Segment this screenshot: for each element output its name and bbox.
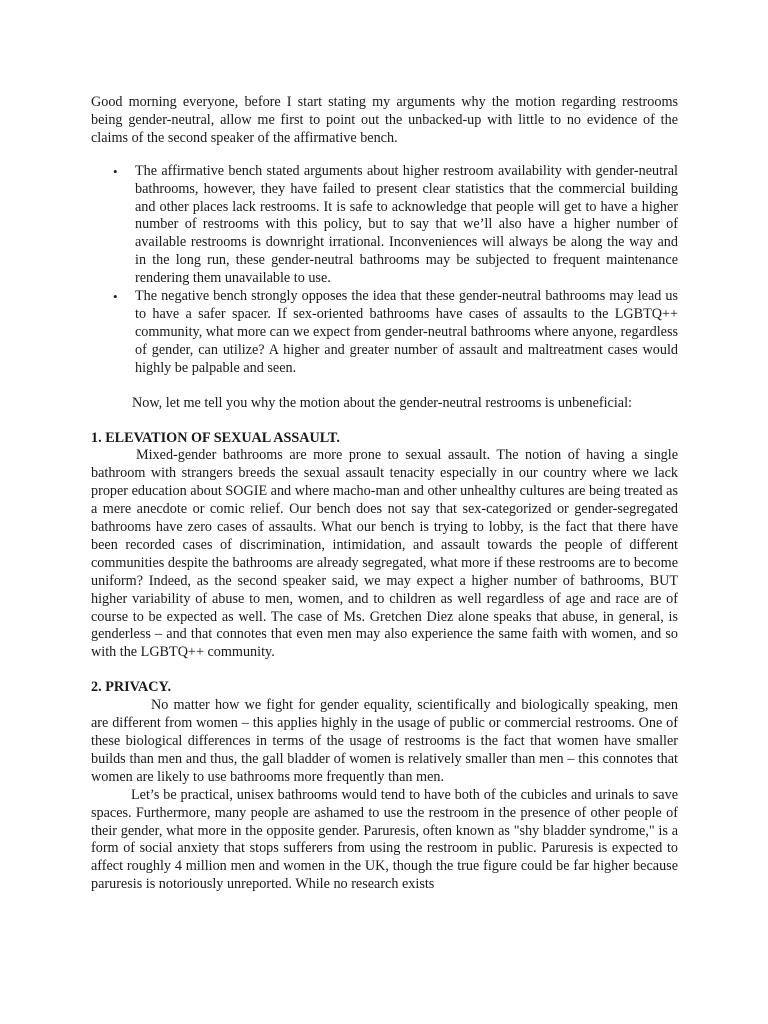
bullet-text: The affirmative bench stated arguments about higher restroom availability with gender-neutral bathrooms, however, they have failed to present clear statistics that the commercial building and other places lack restrooms. It is safe to acknowledge that people will get to have a higher number of restrooms with this policy, but to say that we’ll also have a higher number of available restrooms is downright irrational. Inconveniences will always be along the way and in the long run, these gender-neutral bathrooms may be subjected to frequent maintenance rendering them unavailable to use. [135,162,678,287]
section-heading-sexual-assault: 1. ELEVATION OF SEXUAL ASSAULT. [91,429,340,446]
section-heading-privacy: 2. PRIVACY. [91,679,172,696]
bullet-dot-icon: • [113,163,118,179]
bullet-item-affirmative [113,162,678,288]
intro-paragraph: Good morning everyone, before I start stating my arguments why the motion regarding restrooms being gender-neutral, allow me first to point out the unbacked-up with little to no evidence of the claims of the second speaker of the affirmative bench. [91,94,678,146]
document-page [91,94,678,894]
bullet-item-negative [113,288,678,378]
bullet-dot-icon: • [113,289,118,305]
privacy-paragraph-1: No matter how we fight for gender equality, scientifically and biologically speaking, men are different from women – this applies highly in the usage of public or commercial restrooms. One of these biological differences in terms of the usage of restrooms is the fact that women have smaller builds than men and thus, the gall bladder of women is relatively smaller than men – this connotes that women are likely to use bathrooms more frequently than men. [91,697,678,785]
argument-bullet-list [91,163,678,378]
bullet-text: The negative bench strongly opposes the idea that these gender-neutral bathrooms may lead us to have a safer spacer. If sex-oriented bathrooms have cases of assaults to the LGBTQ++ community, what more can we expect from gender-neutral bathrooms where anyone, regardless of gender, can utilize? A higher and greater number of assault and maltreatment cases would highly be palpable and seen. [135,288,678,376]
privacy-paragraph-2: Let’s be practical, unisex bathrooms would tend to have both of the cubicles and urinals to save spaces. Furthermore, many people are ashamed to use the restroom in the presence of other people of their gender, what more in the opposite gender. Paruresis, often known as "shy bladder syndrome," is a form of social anxiety that stops sufferers from using the restroom in public. Paruresis is expected to affect roughly 4 million men and women in the UK, though the true figure could be far higher because paruresis is notoriously unreported. While no research exists [91,786,678,893]
section-body-sexual-assault: Mixed-gender bathrooms are more prone to sexual assault. The notion of having a single bathroom with strangers breeds the sexual assault tenacity especially in our country where we lack proper education about SOGIE and where macho-man and other unhealthy cultures are being treated as a mere anecdote or comic relief. Our bench does not say that sex-categorized or gender-segregated bathrooms have zero cases of assaults. What our bench is trying to lobby, is the fact that there have been recorded cases of discrimination, intimidation, and assault towards the people of different communities despite the bathrooms are already segregated, what more if these restrooms are to become uniform? Indeed, as the second speaker said, we may expect a higher number of bathrooms, BUT higher variability of abuse to men, women, and to children as well regardless of age and race are of course to be expected as well. The case of Ms. Gretchen Diez alone speaks that abuse, in general, is genderless – and that connotes that even men may also experience the same faith with women, and so with the LGBTQ++ community. [91,447,678,661]
transition-paragraph: Now, let me tell you why the motion about the gender-neutral restrooms is unbeneficial: [132,394,632,411]
